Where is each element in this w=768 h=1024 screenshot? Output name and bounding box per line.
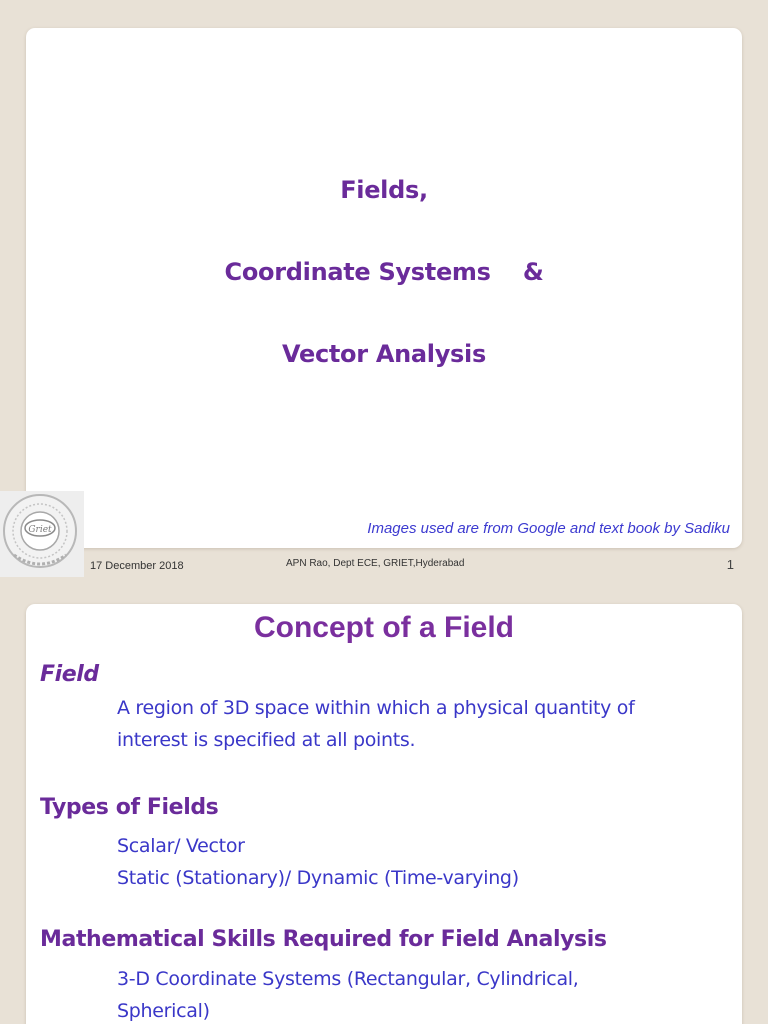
svg-text:Griet: Griet xyxy=(28,525,52,535)
section-text-line: A region of 3D space within which a physical quantity of xyxy=(117,697,635,719)
section-text-line: 3-D Coordinate Systems (Rectangular, Cylindrical, xyxy=(117,968,579,990)
section-heading-math-skills: Mathematical Skills Required for Field Analysis xyxy=(40,927,607,952)
college-logo xyxy=(0,491,84,577)
footer-date: 17 December 2018 xyxy=(90,560,184,572)
image-credit: Images used are from Google and text book by Sadiku xyxy=(367,520,730,537)
section-text-line: interest is specified at all points. xyxy=(117,729,416,751)
section-text-line: Scalar/ Vector xyxy=(117,835,245,857)
footer-author: APN Rao, Dept ECE, GRIET,Hyderabad xyxy=(286,558,465,569)
slide1-title-line-3: Vector Analysis xyxy=(282,340,486,368)
section-text-line: Static (Stationary)/ Dynamic (Time-varying) xyxy=(117,867,519,889)
section-heading-field: Field xyxy=(40,662,99,687)
slide-1 xyxy=(26,28,742,548)
slide1-title-line-2: Coordinate Systems & xyxy=(224,258,544,286)
section-text-line: Spherical) xyxy=(117,1000,210,1022)
section-heading-types: Types of Fields xyxy=(40,795,219,820)
college-seal-icon xyxy=(0,491,84,577)
slide-number: 1 xyxy=(726,557,734,572)
slide1-title-line-1: Fields, xyxy=(340,176,428,204)
slide2-title: Concept of a Field xyxy=(253,611,514,644)
